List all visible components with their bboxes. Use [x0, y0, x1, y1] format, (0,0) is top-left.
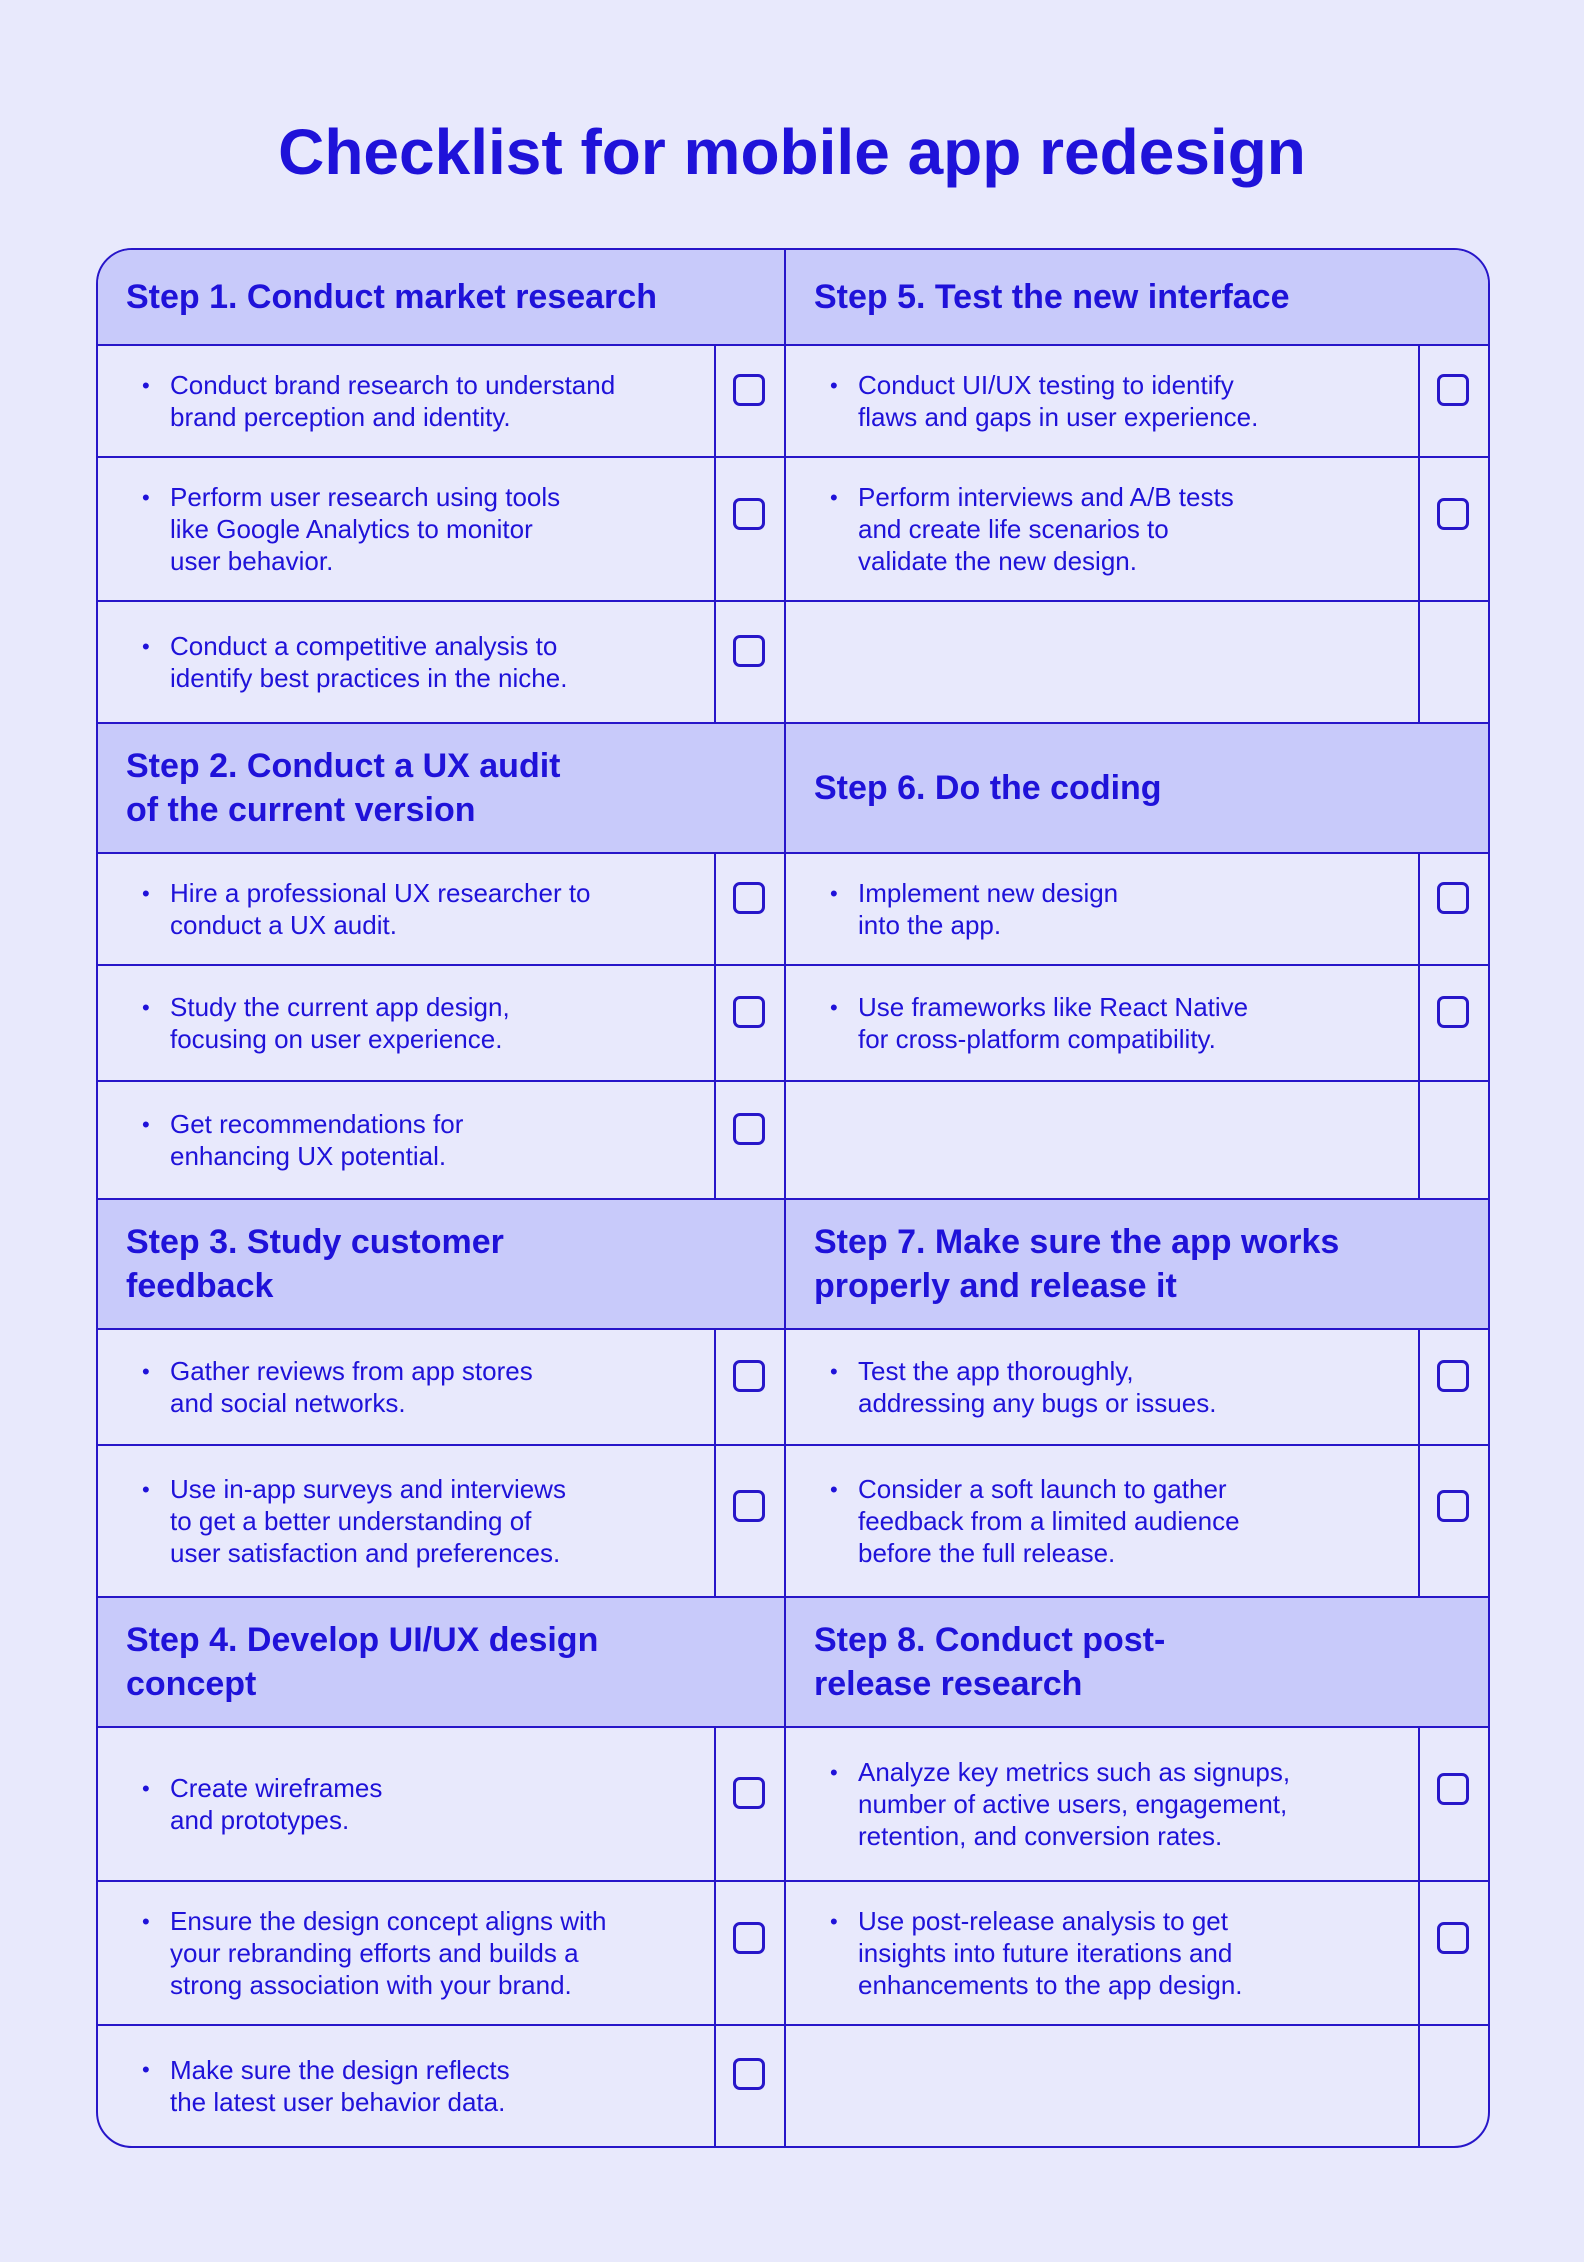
step-heading-1	[98, 250, 784, 346]
checklist-item-text: Conduct a competitive analysis to identify best practices in the niche.	[170, 631, 568, 693]
checkbox[interactable]	[733, 2058, 765, 2090]
checkbox[interactable]	[1437, 1773, 1469, 1805]
checklist-item	[98, 1446, 784, 1598]
checkbox[interactable]	[733, 1490, 765, 1522]
checkbox-cell	[1418, 602, 1488, 722]
step-heading-3	[98, 1200, 784, 1330]
step-heading-text: Step 4. Develop UI/UX design concept	[126, 1621, 599, 1703]
checklist-item	[786, 966, 1488, 1082]
empty-row	[786, 1082, 1488, 1200]
checklist-item	[98, 966, 784, 1082]
checklist-item	[786, 1882, 1488, 2026]
checklist-item-text: Perform user research using tools like Google Analytics to monitor user behavior.	[170, 482, 561, 576]
bullet-icon: •	[830, 1909, 838, 1934]
left-column	[98, 250, 786, 2146]
checkbox-cell	[714, 1082, 784, 1198]
checklist-item	[98, 346, 784, 458]
bullet-icon: •	[142, 1477, 150, 1502]
checklist-item-text: Use in-app surveys and interviews to get a better understanding of user satisfaction and preferences.	[170, 1474, 566, 1568]
checklist-item-text: Consider a soft launch to gather feedback from a limited audience before the full release.	[858, 1474, 1240, 1568]
checkbox[interactable]	[733, 1777, 765, 1809]
checklist-item	[786, 1330, 1488, 1446]
checklist-item	[786, 346, 1488, 458]
checklist-item	[786, 1446, 1488, 1598]
checkbox-cell	[1418, 458, 1488, 600]
page-title: Checklist for mobile app redesign	[278, 116, 1306, 188]
checklist-item-text: Get recommendations for enhancing UX potential.	[170, 1109, 464, 1171]
checkbox[interactable]	[1437, 996, 1469, 1028]
checkbox-cell	[714, 2026, 784, 2146]
checkbox-cell	[1418, 1082, 1488, 1198]
step-heading-6	[786, 724, 1488, 854]
bullet-icon: •	[830, 995, 838, 1020]
checkbox-cell	[714, 1446, 784, 1596]
checklist-item-text: Analyze key metrics such as signups, number of active users, engagement, retention, and conversion rates.	[858, 1757, 1291, 1851]
bullet-icon: •	[830, 1760, 838, 1785]
checklist-card	[96, 248, 1490, 2148]
checkbox[interactable]	[1437, 498, 1469, 530]
checkbox-cell	[714, 854, 784, 964]
checklist-item-text: Conduct UI/UX testing to identify flaws and gaps in user experience.	[858, 370, 1259, 432]
bullet-icon: •	[830, 485, 838, 510]
checkbox-cell	[714, 346, 784, 456]
checkbox-cell	[1418, 1882, 1488, 2024]
step-heading-2	[98, 724, 784, 854]
checklist-item	[98, 2026, 784, 2146]
checkbox[interactable]	[733, 1113, 765, 1145]
checklist-item-text: Test the app thoroughly, addressing any bugs or issues.	[858, 1356, 1217, 1418]
bullet-icon: •	[142, 1909, 150, 1934]
checklist-item	[98, 854, 784, 966]
checkbox-cell	[1418, 1728, 1488, 1880]
step-heading-text: Step 7. Make sure the app works properly and release it	[814, 1223, 1340, 1305]
checkbox-cell	[714, 1330, 784, 1444]
checkbox[interactable]	[733, 1360, 765, 1392]
checklist-item	[98, 602, 784, 724]
checkbox[interactable]	[733, 1922, 765, 1954]
checklist-item-text: Perform interviews and A/B tests and create life scenarios to validate the new design.	[858, 482, 1234, 576]
checklist-item-text: Hire a professional UX researcher to conduct a UX audit.	[170, 878, 591, 940]
checkbox[interactable]	[733, 635, 765, 667]
right-column	[786, 250, 1488, 2146]
checklist-item-text: Make sure the design reflects the latest user behavior data.	[170, 2055, 510, 2117]
bullet-icon: •	[142, 485, 150, 510]
checkbox[interactable]	[733, 882, 765, 914]
checkbox-cell	[1418, 346, 1488, 456]
checkbox[interactable]	[733, 374, 765, 406]
checkbox-cell	[1418, 2026, 1488, 2146]
checklist-item	[786, 854, 1488, 966]
checklist-item-text: Implement new design into the app.	[858, 878, 1119, 940]
checkbox[interactable]	[1437, 882, 1469, 914]
checklist-item-text: Gather reviews from app stores and social networks.	[170, 1356, 533, 1418]
step-heading-7	[786, 1200, 1488, 1330]
checkbox-cell	[714, 1728, 784, 1880]
bullet-icon: •	[142, 634, 150, 659]
checklist-item	[98, 458, 784, 602]
checklist-item	[98, 1728, 784, 1882]
checklist-item-text: Create wireframes and prototypes.	[170, 1773, 383, 1835]
checkbox-cell	[714, 602, 784, 722]
checkbox[interactable]	[733, 498, 765, 530]
bullet-icon: •	[830, 1477, 838, 1502]
step-heading-text: Step 8. Conduct post- release research	[814, 1621, 1166, 1703]
checkbox-cell	[1418, 1446, 1488, 1596]
bullet-icon: •	[142, 373, 150, 398]
checklist-item	[98, 1882, 784, 2026]
checkbox[interactable]	[1437, 374, 1469, 406]
checkbox-cell	[714, 966, 784, 1080]
checklist-item	[98, 1082, 784, 1200]
bullet-icon: •	[142, 1776, 150, 1801]
bullet-icon: •	[142, 881, 150, 906]
bullet-icon: •	[142, 2057, 150, 2082]
checklist-item	[786, 458, 1488, 602]
checklist-item-text: Conduct brand research to understand brand perception and identity.	[170, 370, 616, 432]
step-heading-8	[786, 1598, 1488, 1728]
checkbox[interactable]	[733, 996, 765, 1028]
step-heading-text: Step 6. Do the coding	[814, 769, 1162, 807]
step-heading-text: Step 2. Conduct a UX audit of the current version	[126, 747, 561, 829]
bullet-icon: •	[142, 1112, 150, 1137]
step-heading-text: Step 5. Test the new interface	[814, 278, 1290, 316]
checklist-item-text: Ensure the design concept aligns with your rebranding efforts and builds a strong association with your brand.	[170, 1906, 607, 2000]
bullet-icon: •	[142, 1359, 150, 1384]
step-heading-4	[98, 1598, 784, 1728]
checklist-item-text: Use post-release analysis to get insights into future iterations and enhancements to the app design.	[858, 1906, 1243, 2000]
checkbox[interactable]	[1437, 1490, 1469, 1522]
empty-row	[786, 602, 1488, 724]
checkbox[interactable]	[1437, 1922, 1469, 1954]
checklist-item-text: Study the current app design, focusing on user experience.	[170, 992, 510, 1054]
checkbox[interactable]	[1437, 1360, 1469, 1392]
checkbox-cell	[1418, 1330, 1488, 1444]
bullet-icon: •	[830, 1359, 838, 1384]
empty-row	[786, 2026, 1488, 2146]
step-heading-5	[786, 250, 1488, 346]
checklist-item-text: Use frameworks like React Native for cross-platform compatibility.	[858, 992, 1249, 1054]
checkbox-cell	[714, 1882, 784, 2024]
checkbox-cell	[714, 458, 784, 600]
bullet-icon: •	[830, 373, 838, 398]
checklist-item	[786, 1728, 1488, 1882]
step-heading-text: Step 3. Study customer feedback	[126, 1223, 504, 1305]
bullet-icon: •	[830, 881, 838, 906]
step-heading-text: Step 1. Conduct market research	[126, 278, 657, 316]
checkbox-cell	[1418, 966, 1488, 1080]
checklist-item	[98, 1330, 784, 1446]
bullet-icon: •	[142, 995, 150, 1020]
checkbox-cell	[1418, 854, 1488, 964]
